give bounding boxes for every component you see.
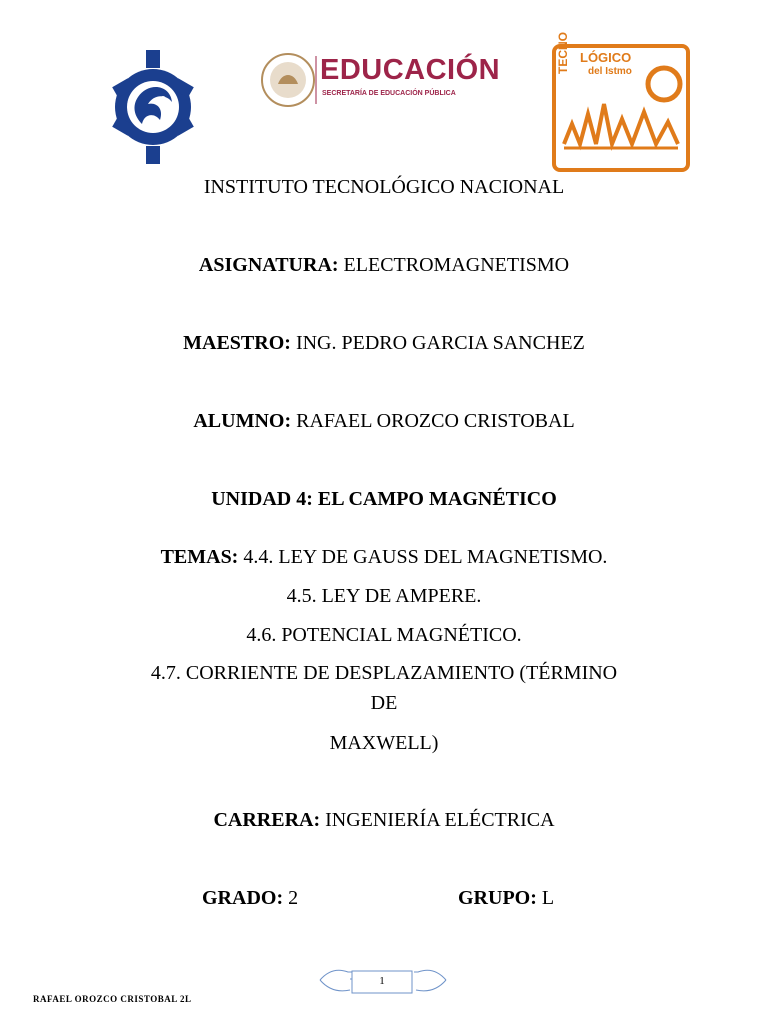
unit-title: UNIDAD 4: EL CAMPO MAGNÉTICO — [211, 488, 557, 510]
subject-label: ASIGNATURA: — [198, 254, 339, 276]
topics-line — [0, 545, 768, 569]
group-line — [458, 886, 554, 904]
topic-item: 4.6. POTENCIAL MAGNÉTICO. — [246, 624, 522, 646]
topic-item-continued: DE — [370, 692, 398, 714]
career-line — [0, 808, 768, 832]
page-number: 1 — [379, 975, 385, 987]
student-label: ALUMNO: — [193, 410, 292, 432]
student-line — [0, 409, 768, 433]
subject-value: ELECTROMAGNETISMO — [343, 254, 570, 276]
tec-istmo-logo — [552, 32, 692, 172]
grade-value: 2 — [288, 887, 299, 904]
teacher-label: MAESTRO: — [183, 332, 291, 354]
istmo-text-logico: LÓGICO — [580, 50, 632, 65]
teacher-value: ING. PEDRO GARCIA SANCHEZ — [295, 332, 585, 354]
sep-title: EDUCACIÓN — [320, 54, 501, 86]
tecnm-logo — [108, 42, 198, 172]
grade-label: GRADO: — [202, 887, 284, 904]
teacher-line — [0, 331, 768, 355]
sep-subtitle: SECRETARÍA DE EDUCACIÓN PÚBLICA — [322, 90, 456, 97]
footer-author: RAFAEL OROZCO CRISTOBAL 2L — [33, 994, 192, 1004]
istmo-text-tecno: TECNO — [556, 32, 570, 74]
topics-label: TEMAS: — [160, 546, 239, 568]
student-value: RAFAEL OROZCO CRISTOBAL — [296, 410, 575, 432]
subject-line — [0, 253, 768, 277]
topic-item: 4.7. CORRIENTE DE DESPLAZAMIENTO (TÉRMINO — [150, 662, 618, 684]
career-value: INGENIERÍA ELÉCTRICA — [325, 809, 555, 831]
group-value: L — [541, 887, 555, 904]
sep-logo — [258, 50, 518, 110]
topic-item-continued: MAXWELL) — [329, 732, 439, 754]
institution-name: INSTITUTO TECNOLÓGICO NACIONAL — [203, 176, 565, 198]
group-label: GRUPO: — [458, 887, 537, 904]
grade-line — [202, 886, 298, 904]
istmo-text-del-istmo: del Istmo — [588, 66, 632, 77]
topic-item: 4.5. LEY DE AMPERE. — [286, 585, 482, 607]
career-label: CARRERA: — [213, 809, 321, 831]
topic-item: 4.4. LEY DE GAUSS DEL MAGNETISMO. — [243, 546, 608, 568]
